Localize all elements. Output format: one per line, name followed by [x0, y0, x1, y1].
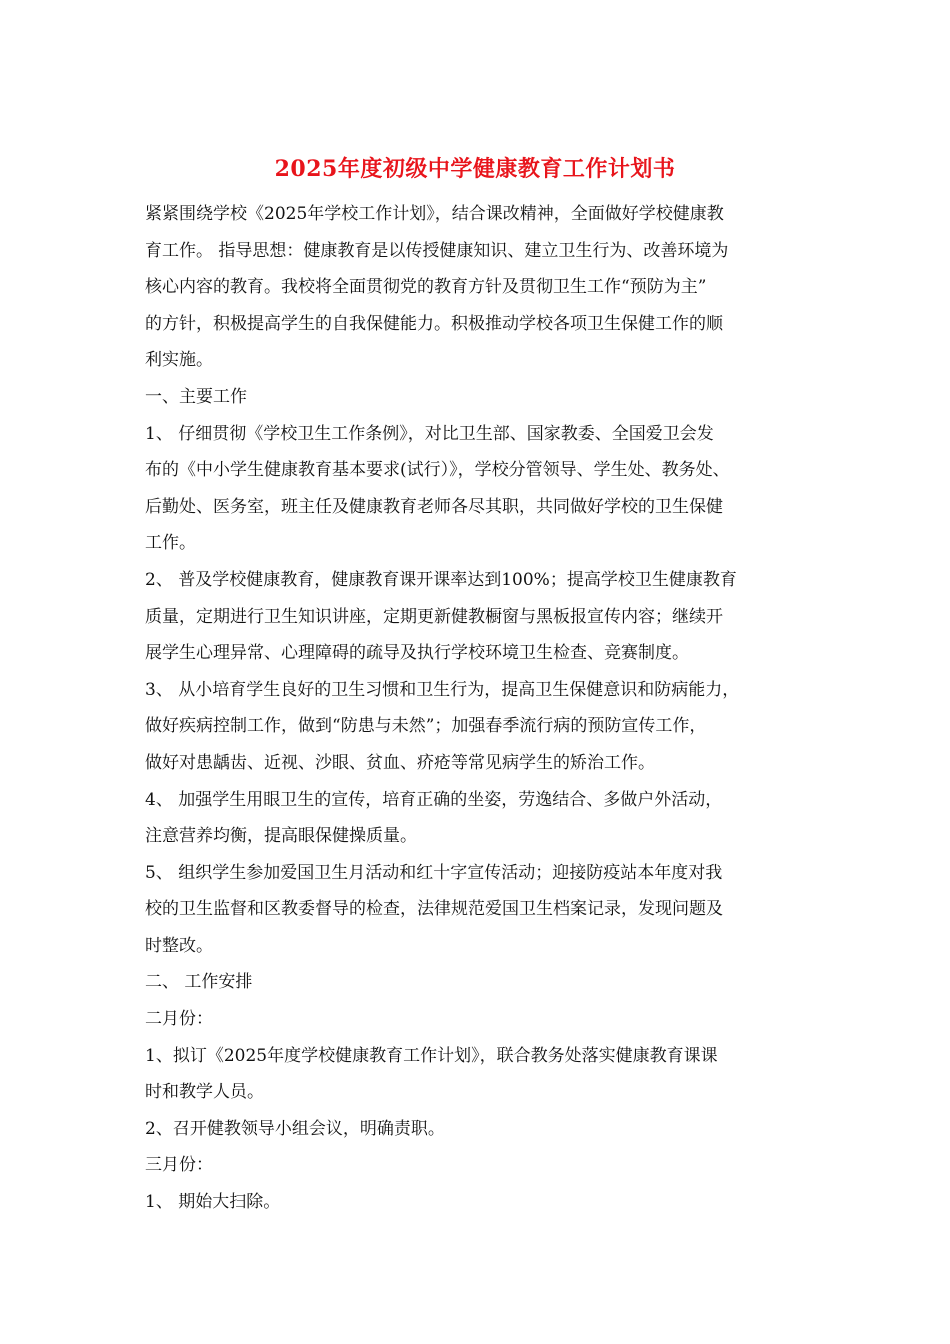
text-line: 工作。 [145, 533, 196, 554]
text-line: 的方针，积极提高学生的自我保健能力。积极推动学校各项卫生保健工作的顺 [145, 313, 723, 334]
text-line: 5、 组织学生参加爱国卫生月活动和红十字宣传活动；迎接防疫站本年度对我 [145, 862, 723, 883]
text-line: 3、 从小培育学生良好的卫生习惯和卫生行为，提高卫生保健意识和防病能力， [145, 679, 740, 700]
text-line: 时和教学人员。 [145, 1082, 264, 1103]
document-body [145, 196, 835, 1221]
text-line: 质量，定期进行卫生知识讲座，定期更新健教橱窗与黑板报宣传内容；继续开 [145, 606, 723, 627]
text-line: 布的《中小学生健康教育基本要求(试行）》，学校分管领导、学生处、教务处、 [145, 460, 730, 481]
text-line: 紧紧围绕学校《2025年学校工作计划》，结合课改精神，全面做好学校健康教 [145, 204, 724, 224]
section-heading: 一、主要工作 [145, 386, 247, 407]
month-heading: 三月份： [145, 1155, 213, 1176]
text-line: 注意营养均衡，提高眼保健操质量。 [145, 826, 417, 847]
text-line: 2、召开健教领导小组会议，明确责职。 [145, 1118, 445, 1139]
text-line: 后勤处、医务室，班主任及健康教育老师各尽其职，共同做好学校的卫生保健 [145, 496, 723, 517]
section-heading: 二、 工作安排 [145, 972, 253, 993]
text-line: 做好疾病控制工作，做到“防患与未然”；加强春季流行病的预防宣传工作， [145, 716, 707, 737]
text-line: 育工作。 指导思想：健康教育是以传授健康知识、建立卫生行为、改善环境为 [145, 240, 729, 261]
text-line: 1、 仔细贯彻《学校卫生工作条例》，对比卫生部、国家教委、全国爱卫会发 [145, 423, 714, 444]
text-line: 校的卫生监督和区教委督导的检查，法律规范爱国卫生档案记录，发现问题及 [145, 899, 723, 920]
text-line: 做好对患龋齿、近视、沙眼、贫血、疥疮等常见病学生的矫治工作。 [145, 752, 655, 773]
text-line: 1、拟订《2025年度学校健康教育工作计划》，联合教务处落实健康教育课课 [145, 1045, 718, 1066]
text-line: 4、 加强学生用眼卫生的宣传，培育正确的坐姿，劳逸结合、多做户外活动， [145, 789, 723, 810]
text-line: 2、 普及学校健康教育，健康教育课开课率达到100%；提高学校卫生健康教育 [145, 569, 737, 590]
text-line: 时整改。 [145, 935, 213, 956]
text-line: 1、 期始大扫除。 [145, 1192, 281, 1213]
document-title: 2025年度初级中学健康教育工作计划书 [274, 156, 676, 182]
text-line: 利实施。 [145, 350, 213, 371]
text-line: 展学生心理异常、心理障碍的疏导及执行学校环境卫生检查、竞赛制度。 [145, 643, 689, 664]
text-line: 核心内容的教育。我校将全面贯彻党的教育方针及贯彻卫生工作“预防为主” [145, 277, 707, 298]
month-heading: 二月份： [145, 1009, 213, 1030]
